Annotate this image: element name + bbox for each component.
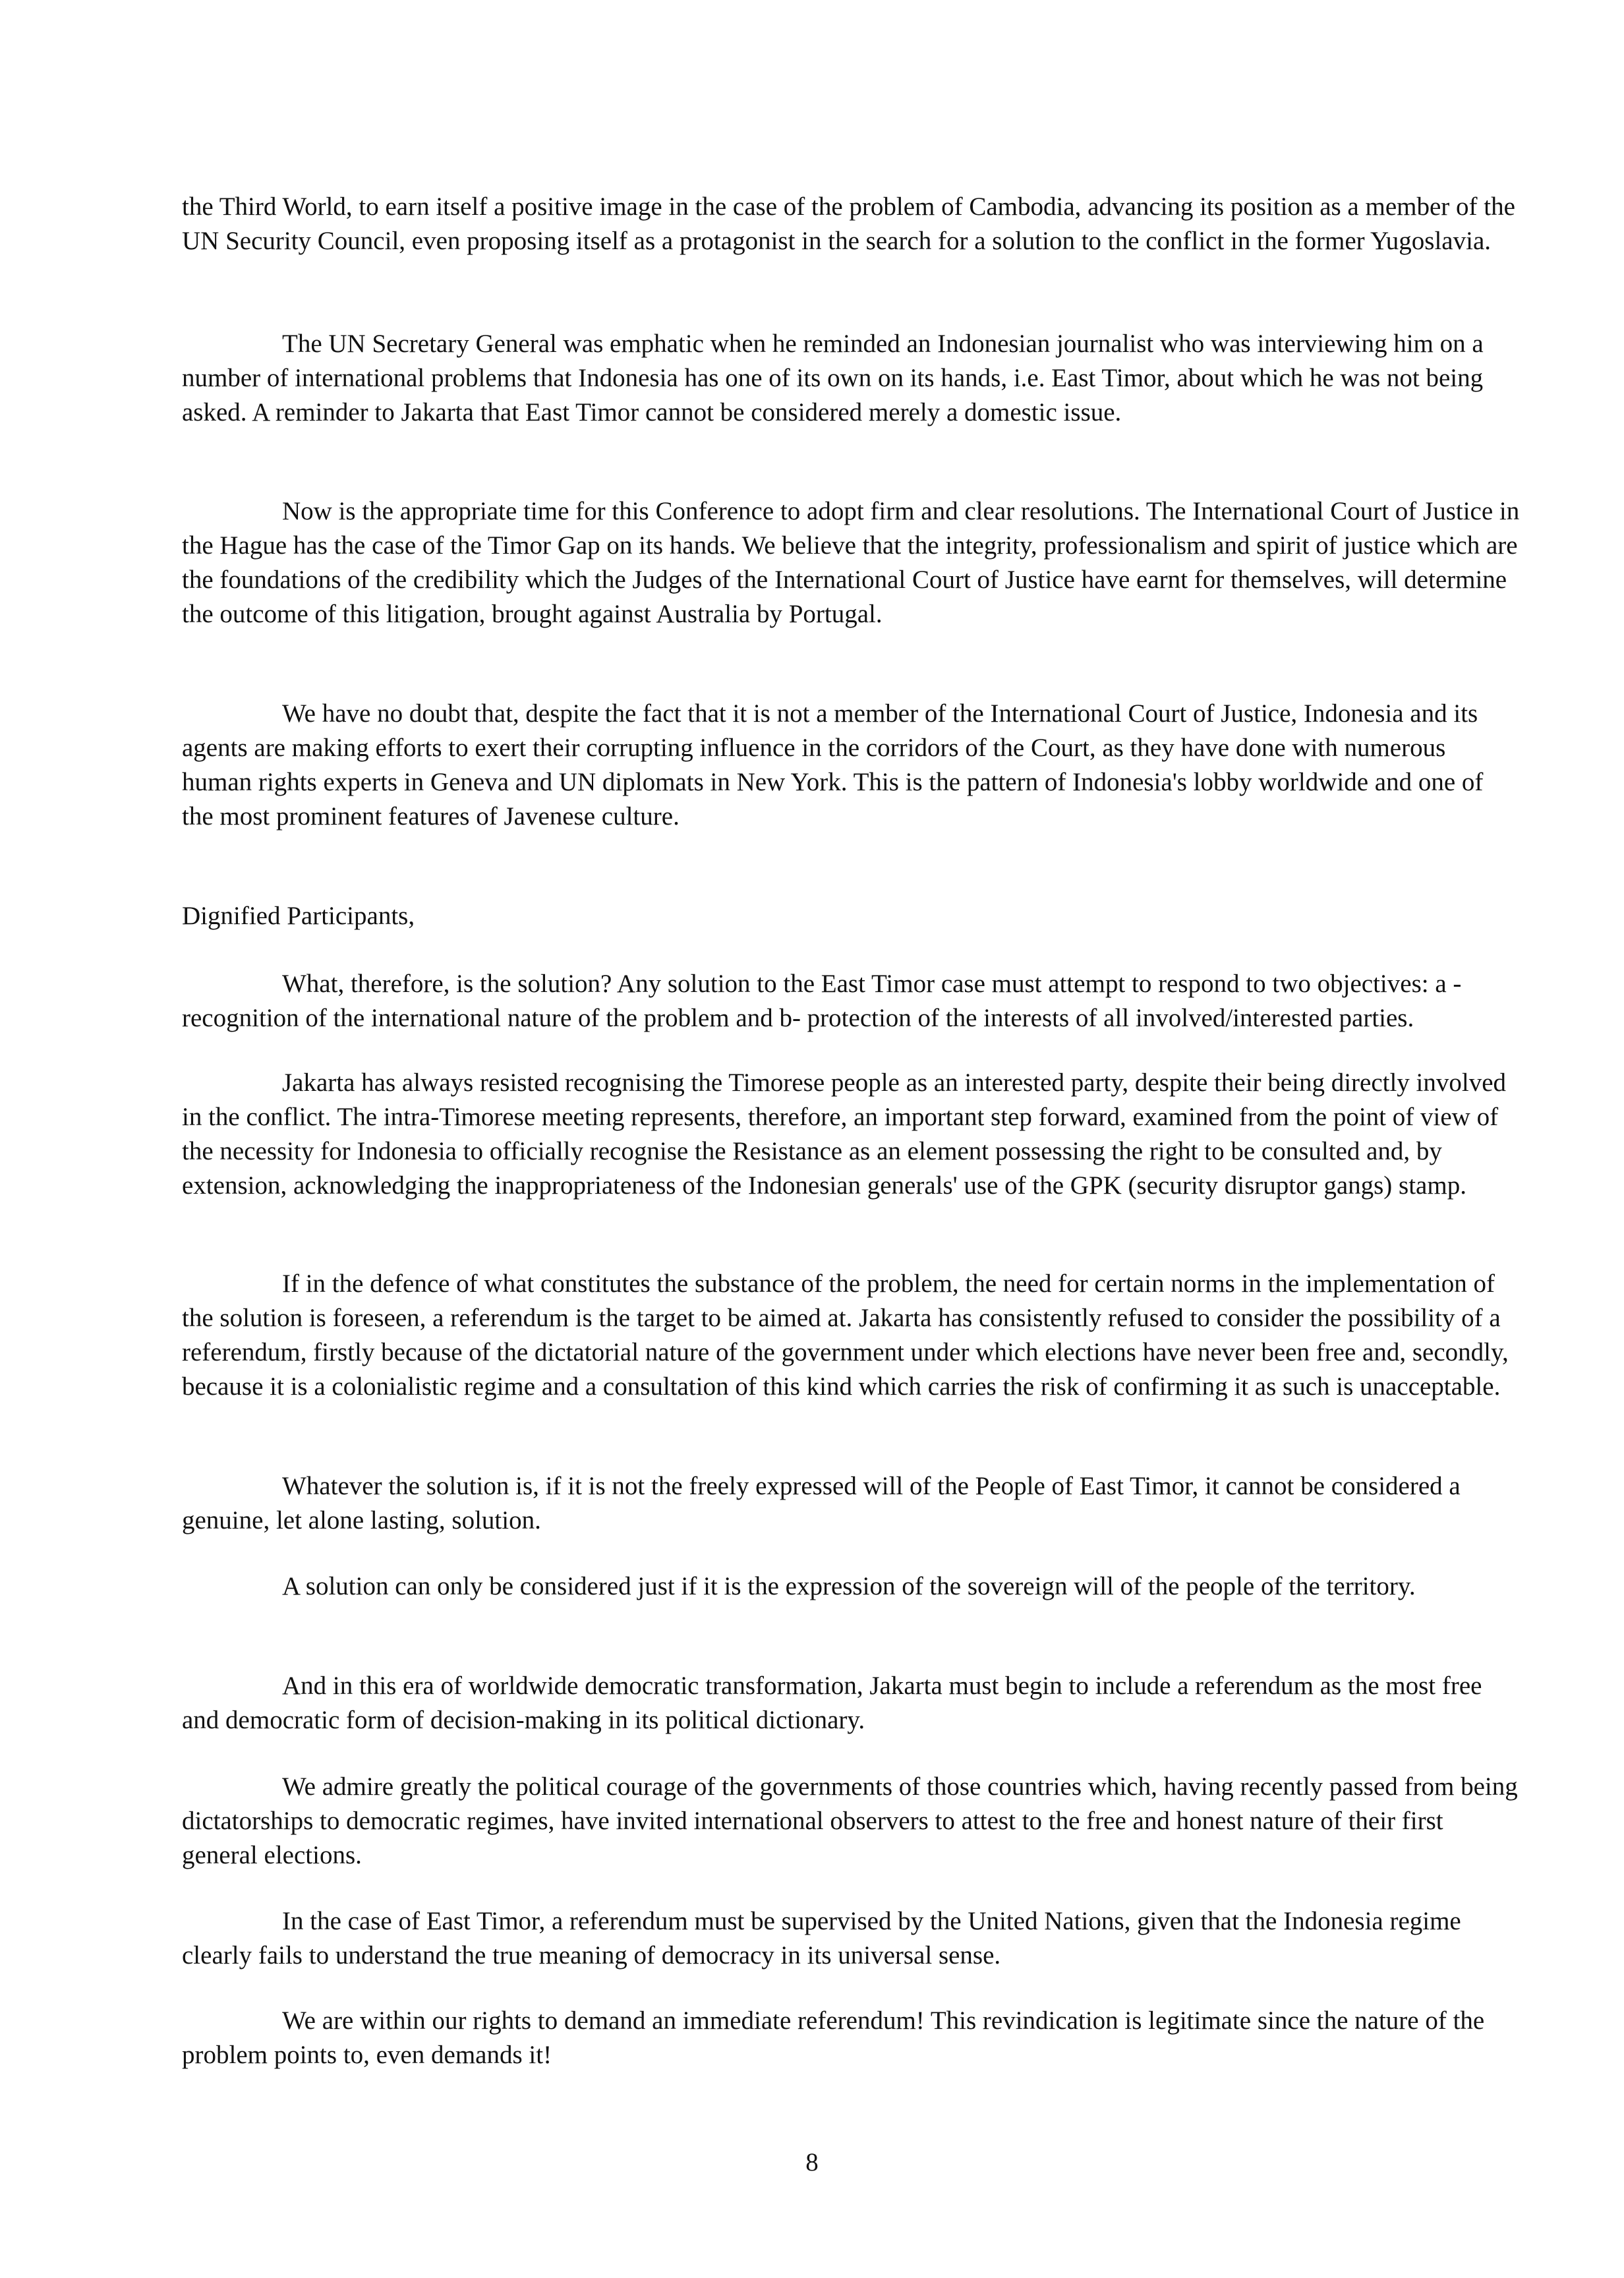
paragraph-democratic-transformation: And in this era of worldwide democratic transformation, Jakarta must begin to include a referendum as the most free and democratic form of decision-making in its political dictionary. [182, 1672, 1482, 1734]
paragraph-international-court: Now is the appropriate time for this Conference to adopt firm and clear resolutions. The International Court of Justice in the Hague has the case of the Timor Gap on its hands. We believe that the integrity, professionalism and spirit of justice which are the foundations of the credibility which the Judges of the International Court of Justice have earnt for themselves, will determine the outcome of this litigation, brought against Australia by Portugal. [182, 497, 1520, 628]
paragraph-solution-objectives: What, therefore, is the solution? Any solution to the East Timor case must attempt to respond to two objectives: a - recognition of the international nature of the problem and b- protection of the interests of all involved/interested parties. [182, 970, 1462, 1032]
paragraph-sovereign-will: A solution can only be considered just if it is the expression of the sovereign will of the people of the territory. [282, 1572, 1416, 1600]
paragraph-political-courage: We admire greatly the political courage of the governments of those countries which, having recently passed from being dictatorships to democratic regimes, have invited international observers to attest to the free and honest nature of their first general elections. [182, 1772, 1518, 1869]
paragraph-indonesia-lobby: We have no doubt that, despite the fact that it is not a member of the International Court of Justice, Indonesia and its agents are making efforts to exert their corrupting influence in the corridors of the Court, as they have done with numerous human rights experts in Geneva and UN diplomats in New York. This is the pattern of Indonesia's lobby worldwide and one of the most prominent features of Javenese culture. [182, 699, 1484, 831]
paragraph-un-supervision: In the case of East Timor, a referendum must be supervised by the United Nations, given that the Indonesia regime clearly fails to understand the true meaning of democracy in its universal sense. [182, 1907, 1461, 1970]
paragraph-jakarta-resisted: Jakarta has always resisted recognising the Timorese people as an interested party, despite their being directly involved in the conflict. The intra-Timorese meeting represents, therefore, an important step forward, examined from the point of view of the necessity for Indonesia to officially recognise the Resistance as an element possessing the right to be consulted and, by extension, acknowledging the inappropriateness of the Indonesian generals' use of the GPK (security disruptor gangs) stamp. [182, 1068, 1507, 1200]
paragraph-referendum-target: If in the defence of what constitutes the substance of the problem, the need for certain norms in the implementation of the solution is foreseen, a referendum is the target to be aimed at. Jakarta has consistently refused to consider the possibility of a referendum, firstly because of the dictatorial nature of the government under which elections have never been free and, secondly, because it is a colonialistic regime and a consultation of this kind which carries the risk of confirming it as such is unacceptable. [182, 1270, 1509, 1401]
paragraph-immediate-referendum: We are within our rights to demand an immediate referendum! This revindication is legitimate since the nature of the problem points to, even demands it! [182, 2006, 1485, 2069]
page-number: 8 [805, 2148, 819, 2176]
paragraph-un-secretary-general: The UN Secretary General was emphatic when he reminded an Indonesian journalist who was interviewing him on a number of international problems that Indonesia has one of its own on its hands, i.e. East Timor, about which he was not being asked. A reminder to Jakarta that East Timor cannot be considered merely a domestic issue. [182, 330, 1484, 426]
paragraph-third-world: the Third World, to earn itself a positive image in the case of the problem of Cambodia, advancing its position as a member of the UN Security Council, even proposing itself as a protagonist in the search for a solution to the conflict in the former Yugoslavia. [182, 192, 1515, 255]
paragraph-freely-expressed-will: Whatever the solution is, if it is not the freely expressed will of the People of East Timor, it cannot be considered a genuine, let alone lasting, solution. [182, 1472, 1461, 1534]
salutation: Dignified Participants, [182, 902, 415, 930]
